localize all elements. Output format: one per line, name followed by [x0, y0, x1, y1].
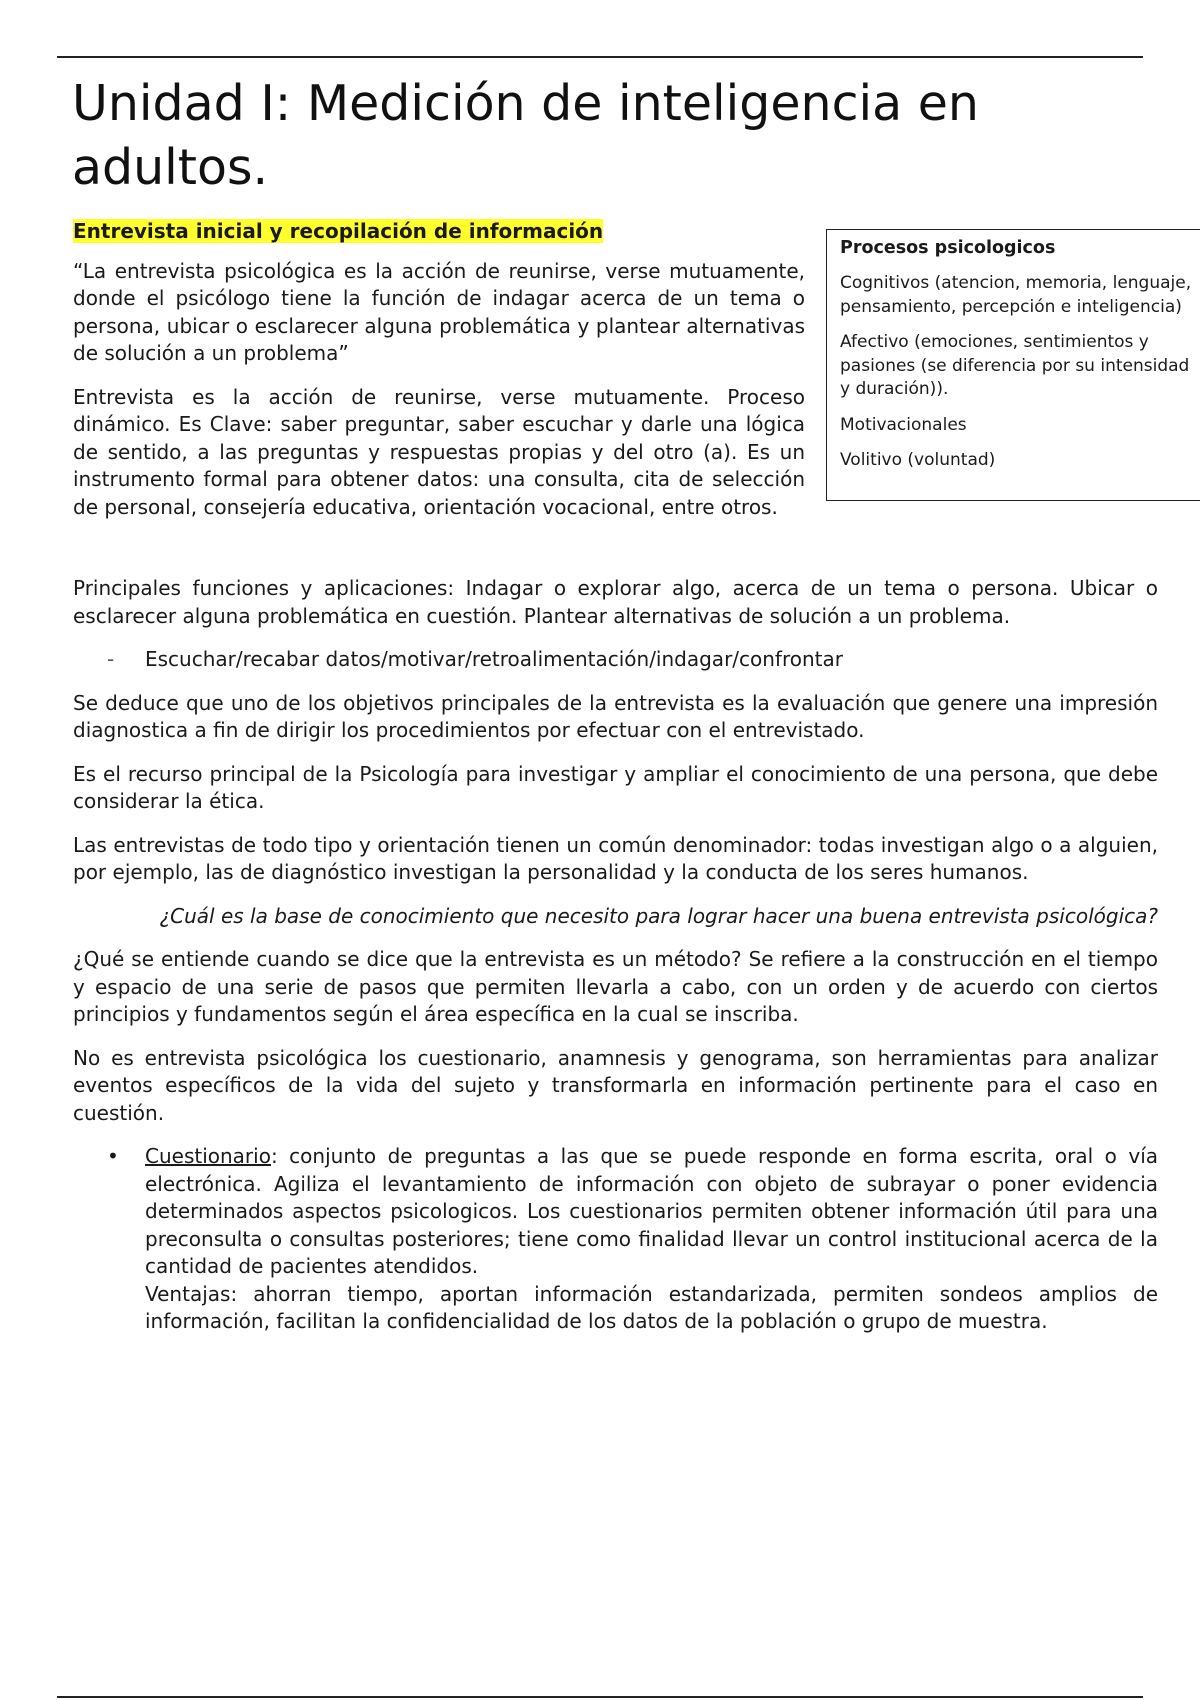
paragraph-functions: Principales funciones y aplicaciones: Indagar o explorar algo, acerca de un tema o persona. Ubicar o esclarecer alguna problemática en cuestión. Plantear alternativas de solución a un problema. — [73, 576, 1158, 628]
bottom-rule — [57, 1696, 1143, 1698]
bullet-text: : conjunto de preguntas a las que se puede responde en forma escrita, oral o vía electrónica. Agiliza el levantamiento de información con objeto de subrayar o poner evidencia determinados aspectos psicologicos. Los cuestionarios permiten obtener información útil para una preconsulta o consultas posteriores; tiene como finalidad llevar un control institucional acerca de la cantidad de pacientes atendidos. — [145, 1144, 1158, 1278]
paragraph-objective: Se deduce que uno de los objetivos principales de la entrevista es la evaluación que genere una impresión diagnostica a fin de dirigir los procedimientos por efectuar con el entrevistado. — [73, 690, 1158, 742]
sidebar-title: Procesos psicologicos — [840, 238, 1056, 258]
italic-question: ¿Cuál es la base de conocimiento que necesito para lograr hacer una buena entrevista psicológica? — [159, 903, 1158, 928]
sidebar-item: Afectivo (emociones, sentimientos y pasiones (se diferencia por su intensidad y duración)). — [840, 332, 1190, 399]
bullet-advantages: Ventajas: ahorran tiempo, aportan información estandarizada, permiten sondeos amplios de información, facilitan la confidencialidad de los datos de la población o grupo de muestra. — [145, 1281, 1158, 1333]
sidebar-item: Cognitivos (atencion, memoria, lenguaje, pensamiento, percepción e inteligencia) — [840, 273, 1192, 317]
bullet-icon: • — [107, 1144, 119, 1168]
section-heading — [73, 218, 805, 246]
sidebar-item: Volitivo (voluntad) — [840, 450, 996, 470]
paragraph-resource: Es el recurso principal de la Psicología para investigar y ampliar el conocimiento de una persona, que debe considerar la ética. — [73, 761, 1158, 813]
list-item — [73, 1143, 1158, 1336]
left-column — [73, 218, 805, 537]
bullet-term: Cuestionario — [145, 1144, 271, 1168]
paragraph-definition: “La entrevista psicológica es la acción de reunirse, verse mutuamente, donde el psicólogo tiene la función de indagar acerca de un tema o persona, ubicar o esclarecer alguna problemática y plantear alternativas de solución a un problema” — [73, 258, 805, 365]
paragraph-method: ¿Qué se entiende cuando se dice que la entrevista es un método? Se refiere a la construcción en el tiempo y espacio de una serie de pasos que permiten llevarla a cabo, con un orden y de acuerdo con ciertos principios y fundamentos según el área específica en la cual se inscriba. — [73, 947, 1158, 1026]
bullet-list — [73, 1143, 1158, 1336]
paragraph-common: Las entrevistas de todo tipo y orientación tienen un común denominador: todas investigan algo o a alguien, por ejemplo, las de diagnóstico investigan la personalidad y la conducta de los seres humanos. — [73, 832, 1158, 884]
section-heading-text: Entrevista inicial y recopilación de información — [73, 219, 604, 243]
sidebar-box-procesos — [826, 229, 1200, 501]
page-title: Unidad I: Medición de inteligencia en adultos. — [72, 75, 979, 196]
sidebar-item: Motivacionales — [840, 414, 967, 435]
paragraph-interview: Entrevista es la acción de reunirse, verse mutuamente. Proceso dinámico. Es Clave: saber preguntar, saber escuchar y darle una lógica de sentido, a las preguntas y respuestas propias y del otro (a). Es un instrumento formal para obtener datos: una consulta, cita de selección de personal, consejería educativa, orientación vocacional, entre otros. — [73, 384, 805, 519]
paragraph-not-interview: No es entrevista psicológica los cuestionario, anamnesis y genograma, son herramientas para analizar eventos específicos de la vida del sujeto y transformarla en información pertinente para el caso en cuestión. — [73, 1045, 1158, 1125]
main-body — [73, 575, 1158, 1336]
dash-list-item: - Escuchar/recabar datos/motivar/retroalimentación/indagar/confrontar — [73, 646, 1158, 674]
top-rule — [57, 56, 1143, 58]
